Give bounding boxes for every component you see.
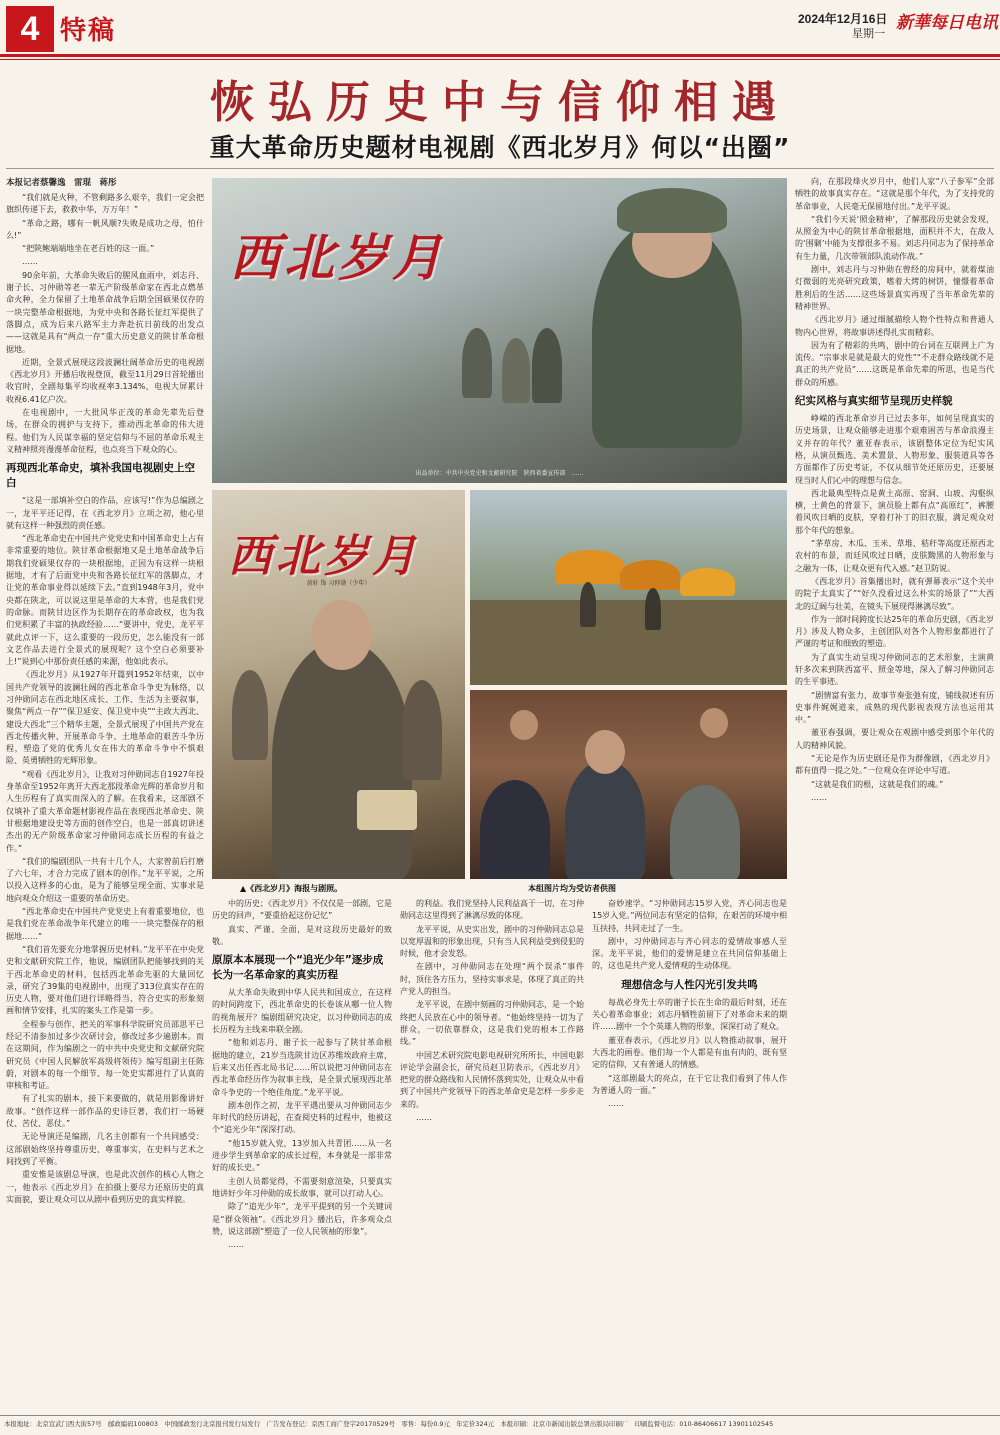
young-face — [312, 600, 372, 670]
paragraph: 全程参与创作、把关的军事科学院研究员邵思平已经记不清参加过多少次研讨会，修改过多少遍剧本。而在这期间，作为编剧之一的中共中央党史和文献研究院研究员《中国人民解放军高级将领传》编写组副主任陈蔚，对剧本的每一个细节、每一处史实都进行了认真的审核和考证。 — [6, 1019, 204, 1091]
paragraph: 龙平平说，在剧中刻画的习仲勋同志，是一个始终把人民放在心中的领导者。“他始终坚持一切为了群众，一切依靠群众，这是我们党的根本工作路线。” — [400, 1000, 584, 1047]
crowd-figure — [645, 588, 661, 630]
paragraph: 中的历史；《西北岁月》不仅仅是一部剧，它是历史的回声，“要重拾起这份记忆” — [212, 899, 392, 921]
paragraph: 有了扎实的剧本，接下来要做的，就是用影像讲好故事。“创作这样一部作品的史诗巨著，我们打一场硬仗、苦仗、恶仗。” — [6, 1094, 204, 1129]
article-title: 恢弘历史中与信仰相遇 — [210, 77, 790, 128]
header-rule — [0, 54, 1000, 57]
paragraph: 为了真实生动呈现习仲勋同志的艺术形象，主演黄轩多次来到陕西富平、照金等地，深入了解习仲勋同志的生平事迹。 — [795, 652, 994, 687]
umbrella — [620, 560, 680, 590]
paragraph: “无论是作为历史剧还是作为群像剧，《西北岁月》都有值得一提之处。”一位观众在评论中写道。 — [795, 754, 994, 776]
paragraph: 除了“追光少年”，龙平平提到的另一个关键词是“群众领袖”。《西北岁月》播出后，许多观众点赞，说这部剧“塑造了一位人民领袖的形象”。 — [212, 1202, 392, 1236]
family-face — [700, 708, 728, 738]
paragraph: “观看《西北岁月》，让我对习仲勋同志自1927年投身革命至1952年离开大西北那段革命光辉的革命岁月和人生历程有了真实而深入的了解。在我看来，这部剧不仅填补了重大革命题材影视作品在表现西北革命史、陕甘根据地建设史等方面的创作空白，也是一部真切讲述杰出的无产阶级革命家习仲勋同志成长历程的有益之作。” — [6, 769, 204, 853]
family-face — [510, 710, 538, 740]
title-divider — [6, 168, 994, 169]
paragraph: 董亚春强调，要让观众在观剧中感受到那个年代的人的精神风貌。 — [795, 728, 994, 750]
paragraph: 向，在那段烽火岁月中，他们人家“八子参军”全部牺牲的故事真实存在。“这就是那个年代，为了支持党的革命事业，人民毫无保留地付出。”龙平平说。 — [795, 177, 994, 211]
paragraph: “茅草房、木瓜、玉米、草堆、秸秆等高度还原西北农村的布景，而廷风吹过日晒，皮肤黝黑的人物形象与之融为一体，让观众更有代入感。”赵卫防说。 — [795, 539, 994, 573]
paragraph: 每战必身先士卒的谢子长在生命的最后时刻，还在关心着革命事业；刘志丹牺牲前留下了对革命未来的期许……剧中一个个英雄人物的形象，深深打动了观众。 — [592, 997, 787, 1032]
crowd-figure — [462, 328, 492, 398]
header-rule-thin — [0, 59, 1000, 60]
issue-date: 2024年12月16日 — [798, 12, 888, 26]
paragraph: “西北革命史在中国共产党党史上有着重要地位，也是我们党在革命战争年代建立的唯一一块完整保存的根据地……” — [6, 907, 204, 941]
paragraph: 《西北岁月》从1927年开篇到1952年结束，以中国共产党领导的波澜壮阔的西北革命斗争史为脉络，以习仲勋同志在西北地区成长、工作、生活为主要叙事，聚焦“两点一存”“保卫延安、保卫党中央”“主政大西北、建设大西北”三个精华主题，全景式展现了中国共产党在西北传播火种、开展革命斗争、土地革命的艰苦斗争历程，塑造了党的优秀儿女在伟大的革命斗争中不惧艰险、英勇牺牲的光辉形象。 — [6, 670, 204, 766]
paragraph: 因为有了精彩的共鸣，剧中的台词在互联网上广为流传。“宗事求是就是最大的党性”“不走群众路线就不是真正的共产党员”……这既是革命先辈的所思，也是当代群众的所感。 — [795, 340, 994, 387]
page-number: 4 — [6, 6, 54, 52]
paragraph: “革命之路，哪有一帆风顺?失败是成功之母，怕什么!” — [6, 218, 204, 240]
ground — [470, 600, 787, 685]
column-3 — [400, 898, 584, 1412]
poster-credits: 出品单位：中共中央党史和文献研究院 陕西省委宣传部 …… — [415, 470, 584, 477]
paragraph: …… — [416, 1113, 432, 1123]
paragraph: 峥嵘的西北革命岁月已过去多年，如何呈现真实的历史场景，让观众能够走进那个艰难困苦与革命浪漫主义并存的年代？董亚春表示，该剧整体定位为纪实风格，从演员甄选、美术置景、人物形象、服装道具等各方面都作了历史考证，不仅从细节处还原历史，还要展现当时人们心中的理想与信念。 — [795, 414, 994, 485]
paragraph: “他和刘志丹、谢子长一起参与了陕甘革命根据地的建立，21岁当选陕甘边区苏维埃政府主席，后来又出任西北局书记……所以说把习仲勋同志在西北革命经历作为叙事主线，是全景式展现西北革命斗争史的一个绝佳角度。”龙平平说。 — [212, 1038, 392, 1097]
paragraph: 无论导演还是编剧，几名主创都有一个共同感受：这部剧始终坚持尊重历史、尊重事实，在史料与艺术之间找到了平衡。 — [6, 1132, 204, 1166]
paragraph: “他15岁就入党，13岁加入共青团……从一名进步学生到革命家的成长过程，本身就是一部非常好的成长史。” — [212, 1138, 392, 1173]
paragraph: 在剧中，习仲勋同志在处理“两个误杀”事件时，顶住各方压力，坚持实事求是，体现了真正的共产党人的担当。 — [400, 962, 584, 997]
umbrella — [555, 550, 625, 584]
publisher-footer: 本报地址：北京宣武门西大街57号 邮政编码100803 中国邮政发行北京报刊发行局发行 广告发布登记：京西工商广登字20170529号 零售：每份0.9元 年定价324元 本报印刷：北京市新闻出版总署出版局印刷厂 印刷监督电话：010-86406617 13901102545 — [4, 1420, 774, 1428]
paragraph: “这部剧最大的亮点，在于它让我们看到了伟人作为普通人的一面。” — [592, 1073, 787, 1095]
drama-still-family — [470, 690, 787, 879]
paragraph: 剧中，习仲勋同志与齐心同志的爱情故事感人至深。龙平平说，他们的爱情是建立在共同信仰基础上的，这也是共产党人爱情观的生动体现。 — [592, 936, 787, 971]
umbrella — [680, 568, 735, 596]
paragraph: 90余年前，大革命失败后的腥风血雨中，刘志丹、谢子长、习仲勋等老一辈无产阶级革命家在西北点燃革命火种，全力保留了土地革命战争后期全国硕果仅存的一块完整革命根据地，为党中央和各路长征红军提供了落脚点，成为后来八路军主力奔赴抗日前线的出发点——这就是具有“两点一存”重大历史意义的陕甘革命根据地。 — [6, 270, 204, 354]
paragraph: 重安惟是该剧总导演，也是此次创作的核心人物之一，他表示《西北岁月》在拍摄上要尽力还原历史的真实面貌，要让观众可以从剧中看到历史的真实样貌。 — [6, 1170, 204, 1204]
paragraph: “我们今天说‘照金精神’，了解那段历史就会发现，从照金为中心的陕甘革命根据地，面积并不大，在敌人的‘围剿’中能为支撑很多不易。刘志丹同志为了保持革命有生力量，几次带领部队流动作战。” — [795, 214, 994, 261]
poster-credits: 黄轩 饰 习仲勋（少年） — [306, 580, 371, 587]
paragraph: “这就是我们的根，这就是我们的魂。” — [811, 779, 944, 789]
family-member — [565, 760, 645, 879]
paragraph: 作为一部时间跨度长达25年的革命历史剧，《西北岁月》涉及人物众多，主创团队对各个人物形象都进行了严谨的考证和细致的塑造。 — [795, 614, 994, 649]
paragraph: “我们首先要充分地掌握历史材料。”龙平平在中央党史和文献研究院工作，他说，编剧团队把能够找到的关于西北革命史的材料，包括西北革命先驱的大量回忆录，研究了39集的电视剧中，出现了313位真实存在的历史人物，要对他们进行详略得当、符合史实的形象刻画和情节安排，扎实的案头工作是第一步。 — [6, 944, 204, 1016]
paragraph: 西北最典型特点是黄土高原、窑洞、山坡、沟壑纵横，土黄色的背景下，演员脸上都有点“高原红”，裤腰着风吹日晒的皮肤，穿着打补丁的旧衣服，满足观众对那个年代的想象。 — [795, 488, 994, 535]
column-2 — [212, 898, 392, 1412]
section-heading: 理想信念与人性闪光引发共鸣 — [621, 978, 758, 991]
paragraph: …… — [228, 1240, 244, 1250]
paragraph: …… — [811, 792, 827, 802]
family-face — [585, 730, 625, 774]
paragraph: “把陕鲍端端地坐在老百姓的这一面。” — [22, 244, 155, 254]
paragraph: 《西北岁月》通过细腻描绘人物个性特点和普通人物内心世界，将故事讲述得扎实而精彩。 — [795, 315, 994, 337]
article-subtitle: 重大革命历史题材电视剧《西北岁月》何以“出圈” — [209, 133, 791, 162]
paragraph: “我们就是火种，不管剩路多么艰辛，我们一定会把旗织传递下去，救救中华，万万年！” — [6, 193, 204, 215]
newspaper-brand: 新華每日电讯 — [896, 13, 998, 33]
young-figure — [272, 640, 412, 879]
paragraph: 董亚春表示，《西北岁月》以人物推动叙事，展开大西北的画卷。他们每一个人都是有血有肉的，既有坚定的信仰，又有普通人的情感。 — [592, 1035, 787, 1070]
section-heading: 原原本本展现一个“追光少年”逐步成长为一名革命家的真实历程 — [212, 954, 384, 982]
column-1 — [6, 176, 204, 1412]
drama-poster-young — [212, 490, 465, 879]
family-member — [480, 780, 550, 879]
crowd-figure — [532, 328, 562, 403]
poster-title: 西北岁月 — [230, 228, 446, 287]
drama-poster-main — [212, 178, 787, 483]
paragraph: 从大革命失败到中华人民共和国成立，在这样的时间跨度下，西北革命史的长卷该从哪一位人物的视角展开？编剧组研究决定，以习仲勋同志的成长历程为主线来串联全剧。 — [212, 988, 392, 1035]
crowd-figure — [580, 582, 596, 627]
crowd-figure — [502, 338, 530, 403]
poster-title: 西北岁月 — [228, 531, 420, 582]
byline: 本报记者蔡馨逸 雷琨 蒋彤 — [6, 178, 117, 188]
paragraph: 主创人员都觉得，不需要刻意渲染，只要真实地讲好少年习仲勋的成长故事，就可以打动人心。 — [212, 1176, 392, 1198]
crowd-figure — [402, 680, 442, 780]
drama-still-umbrellas — [470, 490, 787, 685]
issue-weekday: 星期一 — [852, 27, 885, 40]
paragraph: 真实、严谨、全面，是对这段历史最好的致敬。 — [212, 924, 392, 946]
paragraph: “剧情富有张力，故事节奏张弛有度，铺线叙述有历史事件娓娓道来，成熟的现代影视表现方法也运用其中。” — [795, 690, 994, 725]
paragraph: …… — [608, 1099, 624, 1109]
soldier-cap — [617, 188, 727, 233]
column-4 — [592, 898, 787, 1412]
footer-rule — [0, 1415, 1000, 1416]
paragraph: 《西北岁月》首集播出时，就有弹幕表示“这个关中的院子太真实了”“好久没看过这么朴实的场景了”“大西北的辽阔与壮美，在镜头下展现得淋漓尽致”。 — [795, 576, 994, 611]
paragraph: 奋妙速学。“习仲勋同志15岁入党，齐心同志也是15岁入党。”两位同志有坚定的信仰，在艰苦的环境中相互扶持，共同走过了一生。 — [592, 899, 787, 933]
crowd-figure — [232, 670, 268, 760]
book-prop — [357, 790, 417, 830]
paragraph: 剧本创作之初，龙平平遇出要从习仲勋同志少年时代的经历讲起，在查阅史料的过程中，他被这个“追光少年”深深打动。 — [212, 1100, 392, 1135]
paragraph: “这是一部填补空白的作品，应该写!”作为总编剧之一，龙平平还记得，在《西北岁月》立项之初，他心里就有这样一种强烈的责任感。 — [6, 496, 204, 530]
paragraph: 的利益。我们党坚持人民利益高于一切，在习仲勋同志这里得到了淋漓尽致的体现。 — [400, 899, 584, 921]
section-heading: 纪实风格与真实细节呈现历史样貌 — [795, 395, 953, 408]
photo-credit: 本组图片均为受访者供图 — [528, 884, 616, 893]
section-heading: 再现西北革命史，填补我国电视剧史上空白 — [6, 462, 195, 490]
section-title: 特稿 — [60, 16, 117, 46]
photo-caption: ▲《西北岁月》海报与剧照。 — [240, 884, 343, 893]
paragraph: …… — [22, 257, 38, 267]
paragraph: “我们的编剧团队一共有十几个人，大家曾前后打磨了六七年，才合力完成了剧本的创作。”龙平平说，之所以投入这样多的心血，是为了能够呈现全面、实事求是地向观众介绍这一重要的革命历史。 — [6, 856, 204, 903]
paragraph: 近期，全景式展现这段波澜壮阔革命历史的电视剧《西北岁月》开播后收视登顶，截至11月29日首轮播出收官时，全剧每集平均收视率3.134%，电视大屏累计收视6.41亿户次。 — [6, 357, 204, 404]
paragraph: 在电视剧中，一大批风华正茂的革命先辈先后登场，在群众的拥护与支持下，推动西北革命的伟大进程。他们为人民谋幸福的坚定信仰与不屈的革命乐观主义精神照亮漫漫革命征程，也点亮当下观众的心。 — [6, 408, 204, 454]
paragraph: 中国艺术研究院电影电视研究所所长，中国电影评论学会副会长，研究员赵卫防表示，《西北岁月》把党的群众路线和人民情怀落到实处，让观众从中看到了中国共产党领导下的西北革命史是怎样一步步走来的。 — [400, 1050, 584, 1109]
paragraph: 剧中，刘志丹与习仲勋在曾经的房间中，就着煤油灯微弱的光亮研究政策，嗜着大烤的树饼，憧憬着革命胜利后的生活……这些场景真实再现了当年革命先辈的精神世界。 — [795, 265, 994, 311]
column-5 — [795, 176, 994, 1412]
paragraph: “西北革命史在中国共产党党史和中国革命史上占有非常重要的地位。陕甘革命根据地又是土地革命战争后期我们党硕果仅存的一块根据地，正因为有这样一块根据地，才有了后面党中央和各路长征红军的落脚点，才让党的革命事业得以延续下去。”直到1948年3月，党中央都在陕北，可以说这里是革命的大本营，也是我们党的命脉。而陕甘边区作为长期存在的革命政权，也为我们党积累了丰富的执政经验……“要讲中，党史，龙平平就此点评一下，这么重要的一段历史，怎么能没有一部文艺作品去进行全景式的展现呢？这个空白必须要补上!”说到心中那份责任感的来源，他如此表示。 — [6, 534, 204, 667]
family-member — [670, 785, 740, 879]
paragraph: 龙平平说，从史实出发，剧中的习仲勋同志总是以宽厚温和的形象出现，只有当人民利益受到侵犯的时候，他才会发怒。 — [400, 924, 584, 959]
